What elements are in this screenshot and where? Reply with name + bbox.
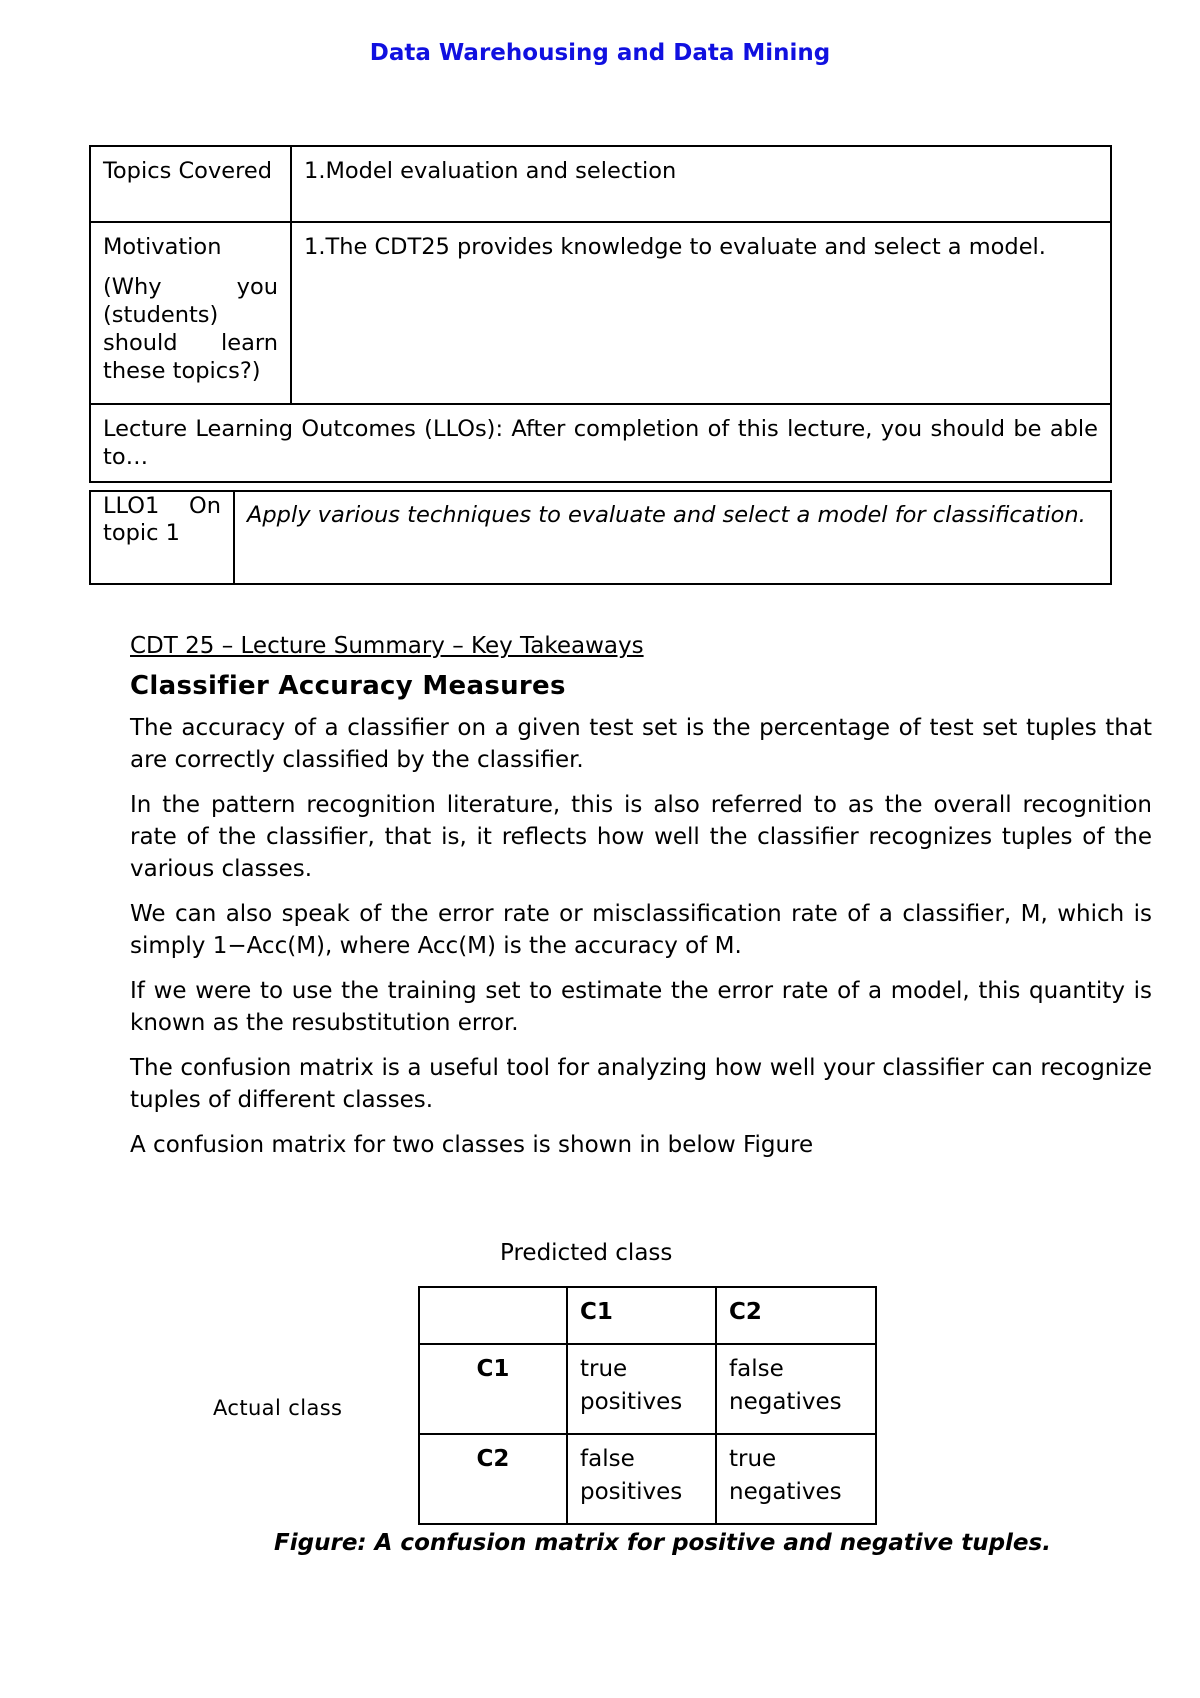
llo-label-cell (90, 491, 234, 584)
cell-false-positives: false positives (567, 1434, 716, 1524)
llo-intro: Lecture Learning Outcomes (LLOs): After completion of this lecture, you should be able to… (103, 416, 1098, 470)
cell-true-positives: true positives (567, 1344, 716, 1434)
cell-false-negatives: false negatives (716, 1344, 876, 1434)
paragraph-resubstitution: If we were to use the training set to estimate the error rate of a model, this quantity is known as the resubstitution error. (130, 978, 1152, 1036)
paragraph-recognition-rate: In the pattern recognition literature, this is also referred to as the overall recognition rate of the classifier, that is, it reflects how well the classifier recognizes tuples of the various classes. (130, 792, 1152, 882)
col-header-c1: C1 (567, 1287, 716, 1344)
paragraph-confusion-matrix: The confusion matrix is a useful tool for analyzing how well your classifier can recognize tuples of different classes. (130, 1055, 1152, 1113)
figure-caption: Figure: A confusion matrix for positive and negative tuples. (274, 1530, 1051, 1556)
motivation-label-cell (90, 222, 291, 404)
topics-label: Topics Covered (103, 158, 272, 184)
lecture-summary (130, 630, 1152, 1174)
matrix-corner-cell (419, 1287, 567, 1344)
matrix-row-c2 (419, 1434, 876, 1524)
col-header-c2: C2 (716, 1287, 876, 1344)
llo-value-cell (234, 491, 1111, 584)
motivation-value-cell (291, 222, 1111, 404)
section-title: Classifier Accuracy Measures (130, 671, 566, 701)
motivation-sub: (Why you (students) should learn these topics?) (103, 274, 278, 384)
matrix-header-row (419, 1287, 876, 1344)
motivation-value: 1.The CDT25 provides knowledge to evaluate and select a model. (304, 234, 1046, 260)
paragraph-accuracy: The accuracy of a classifier on a given test set is the percentage of test set tuples that are correctly classified by the classifier. (130, 715, 1152, 773)
paragraph-error-rate: We can also speak of the error rate or misclassification rate of a classifier, M, which is simply 1−Acc(M), where Acc(M) is the accuracy of M. (130, 901, 1152, 959)
llo-intro-row (90, 404, 1111, 482)
topics-value-cell (291, 146, 1111, 222)
cell-true-negatives: true negatives (716, 1434, 876, 1524)
topics-row (90, 146, 1111, 222)
page-title: Data Warehousing and Data Mining (369, 40, 831, 66)
llo-value: Apply various techniques to evaluate and select a model for classification. (247, 502, 1086, 528)
actual-class-label: Actual class (213, 1396, 343, 1420)
summary-heading: CDT 25 – Lecture Summary – Key Takeaways (130, 633, 644, 659)
llo-table (89, 490, 1112, 585)
matrix-row-c1 (419, 1344, 876, 1434)
llo-label: LLO1 On topic 1 (103, 493, 221, 546)
llo-intro-cell (90, 404, 1111, 482)
topics-value: 1.Model evaluation and selection (304, 158, 677, 184)
motivation-label: Motivation (103, 234, 222, 260)
paragraph-figure-intro: A confusion matrix for two classes is shown in below Figure (130, 1132, 814, 1158)
topics-label-cell (90, 146, 291, 222)
confusion-matrix (418, 1286, 877, 1525)
row-header-c1: C1 (419, 1344, 567, 1434)
predicted-class-label: Predicted class (500, 1240, 673, 1266)
motivation-row (90, 222, 1111, 404)
topics-table (89, 145, 1112, 483)
row-header-c2: C2 (419, 1434, 567, 1524)
llo-row (90, 491, 1111, 584)
